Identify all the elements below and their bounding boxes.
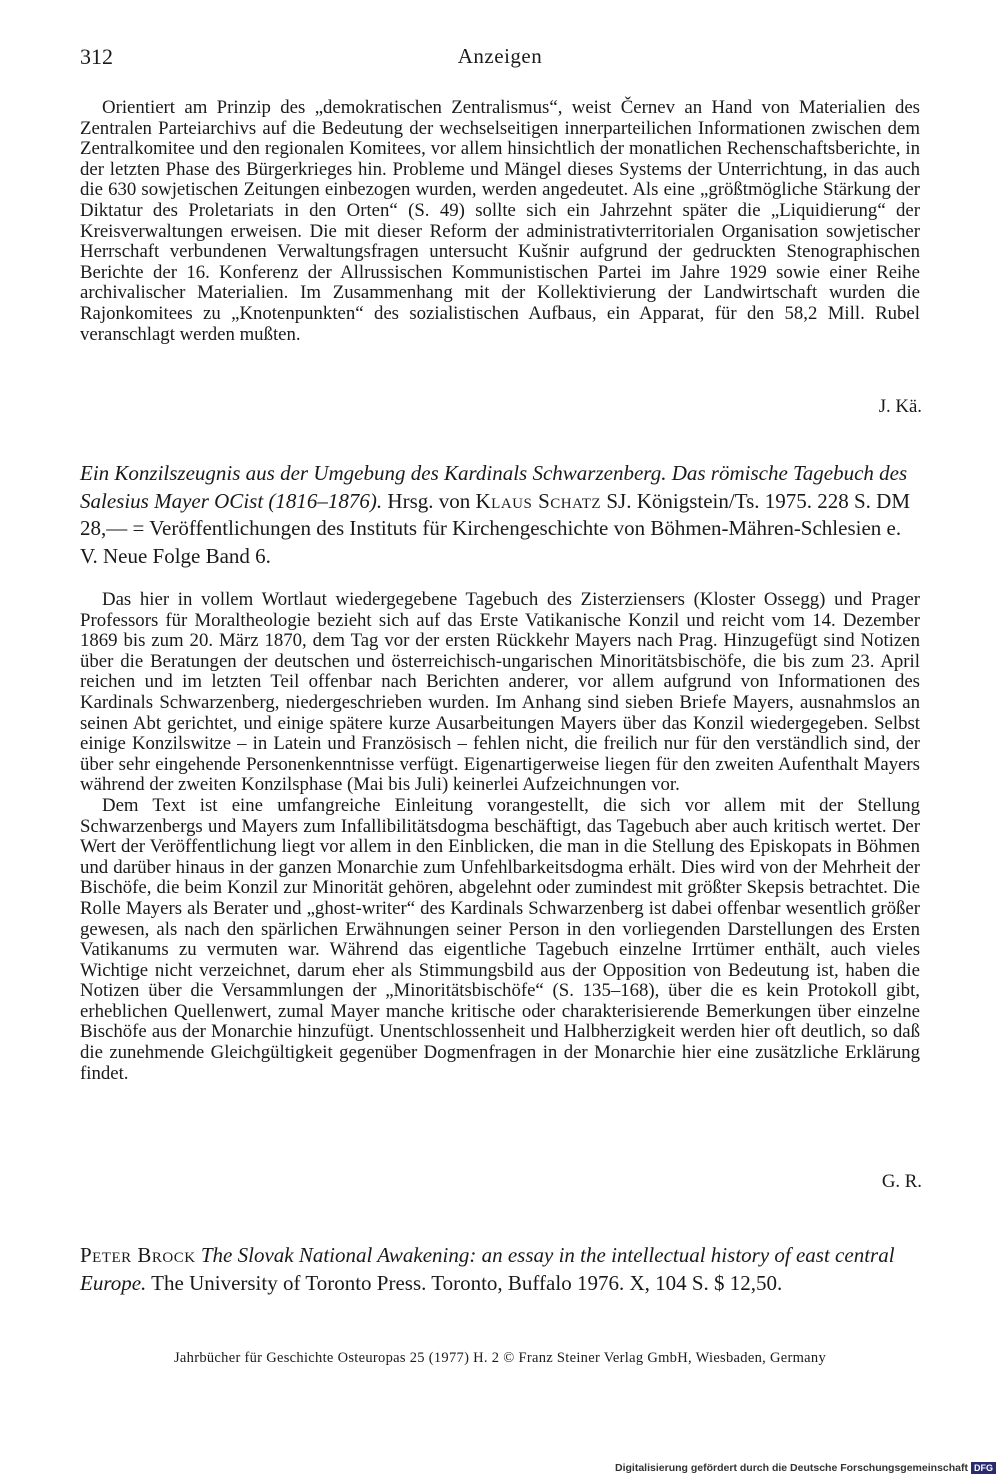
entry-2-hrsg: Hrsg. von [387,488,471,513]
dfg-logo-icon: DFG [971,1462,996,1474]
entry-2-publication: SJ. Königstein/Ts. 1975. 228 S. DM 28,— = Veröffentlichungen des Instituts für Kirchengeschichte von Böhmen-Mähren-Schlesien e. V. Neue Folge Band 6. [80,488,911,568]
review-2-signature: G. R. [881,1171,922,1192]
review-1-signature: J. Kä. [878,396,922,417]
review-1-paragraph: Orientiert am Prinzip des „demokratischen Zentralismus“, weist Černev an Hand von Materialien des Zentralen Parteiarchivs auf die Bedeutung der wechselseitigen innerparteilichen Informationen zwischen dem Zentralkomitee und den regionalen Komitees, vor allem hinsichtlich der monatlichen Rechenschaftsberichte, in der letzten Phase des Bürgerkrieges hin. Probleme und Mängel dieses Systems der Unterrichtung, in das auch die 630 sowjetischen Zeitungen einbezogen wurden, werden angedeutet. Als eine „größtmögliche Stärkung der Diktatur des Proletariats in den Orten“ (S. 49) sollte sich ein Jahrzehnt später die „Liquidierung“ der Kreisverwaltungen erweisen. Die mit dieser Reform der administrativterritorialen Organisation sowjetischer Herrschaft verbundenen Verwaltungsfragen untersucht Kušnir aufgrund der gedruckten Stenographischen Berichte der 16. Konferenz der Allrussischen Kommunistischen Partei im Jahre 1929 sowie einer Reihe archivalischer Materialien. Im Zusammenhang mit der Kollektivierung der Landwirtschaft wurden die Rajonkomitees zu „Knotenpunkten“ des sozialistischen Aufbaus, ein Apparat, für den 58,2 Mill. Rubel veranschlagt werden mußten. [80,97,920,345]
review-2-paragraph-1: Das hier in vollem Wortlaut wiedergegebene Tagebuch des Zisterziensers (Kloster Ossegg) und Prager Professors für Moraltheologie bezieht sich auf das Erste Vatikanische Konzil und reicht vom 14. Dezember 1869 bis zum 20. März 1870, dem Tag vor der ersten Rückkehr Mayers nach Prag. Hinzugefügt sind Notizen über die Beratungen der deutschen und österreichisch-ungarischen Minoritätsbischöfe, die bis zum 23. April reichen und im letzten Teil offenbar nach Berichten anderer, vor allem aufgrund von Informationen des Kardinals Schwarzenberg, niedergeschrieben wurden. Im Anhang sind sieben Briefe Mayers, ausnahmslos an seinen Abt gerichtet, und einige spätere kurze Ausarbeitungen Mayers über das Konzil wiedergegeben. Selbst einige Konzilswitze – in Latein und Französisch – fehlen nicht, die freilich nur für den verständlich sind, der über sehr eingehende Personenkenntnisse verfügt. Eigenartigerweise liegen für den zweiten Aufenthalt Mayers während der zweiten Konzilsphase (Mai bis Juli) keinerlei Aufzeichnungen vor. [80,589,920,796]
entry-3-title: The Slovak National Awakening: an essay in the intellectual history of east central Europe. [80,1243,895,1295]
bibliographic-entry-3 [80,1242,922,1297]
entry-3-publication: The University of Toronto Press. Toronto, Buffalo 1976. X, 104 S. $ 12,50. [151,1270,783,1295]
running-head: Anzeigen [457,44,543,68]
bibliographic-entry-2 [80,460,922,570]
entry-2-title: Ein Konzilszeugnis aus der Umgebung des Kardinals Schwarzenberg. Das römische Tagebuch des Salesius Mayer OCist (1816–1876). [80,461,908,513]
review-2-paragraph-2: Dem Text ist eine umfangreiche Einleitung vorangestellt, die sich vor allem mit der Stellung Schwarzenbergs und Mayers zum Infallibilitätsdogma beschäftigt, das Tagebuch aber auch kritisch wertet. Der Wert der Veröffentlichung liegt vor allem in den Einblicken, die man in die Stellung des Episkopats in Böhmen und darüber hinaus in der ganzen Monarchie zum Unfehlbarkeitsdogma erhält. Dies wird von der Mehrheit der Bischöfe, die beim Konzil zur Minorität gehören, abgelehnt oder zumindest mit größter Skepsis betrachtet. Die Rolle Mayers als Berater und „ghost-writer“ des Kardinals Schwarzenberg ist dabei offenbar wesentlich größer gewesen, als nach den spärlichen Erwähnungen seiner Person in den vorliegenden Darstellungen des Ersten Vatikanums zu vermuten war. Während das eigentliche Tagebuch einzelne Irrtümer enthält, auch vieles Wichtige nicht verzeichnet, darum eher als Stimmungsbild aus der Opposition von Bedeutung ist, haben die Notizen über die Versammlungen der „Minoritätsbischöfe“ (S. 135–168), über die es kein Protokoll gibt, erheblichen Quellenwert, zumal Mayer manche kritische oder charakterisierende Bemerkungen über einzelne Bischöfe aus der Monarchie hinzufügt. Unentschlossenheit und Halbherzigkeit werden hier oft deutlich, so daß die zunehmende Gleichgültigkeit gegenüber Dogmenfragen in der Monarchie hier eine zusätzliche Erklärung findet. [80,794,920,1084]
credit-text: Digitalisierung gefördert durch die Deutsche Forschungsgemeinschaft [615,1462,968,1474]
digitization-credit [615,1462,996,1474]
entry-3-author: Peter Brock [80,1243,196,1267]
review-1 [80,98,920,345]
entry-2-editor: Klaus Schatz [475,488,602,513]
review-2 [80,590,920,1084]
journal-citation: Jahrbücher für Geschichte Osteuropas 25 (1977) H. 2 © Franz Steiner Verlag GmbH, Wiesbaden, Germany [173,1350,827,1366]
page-number: 312 [80,44,113,69]
